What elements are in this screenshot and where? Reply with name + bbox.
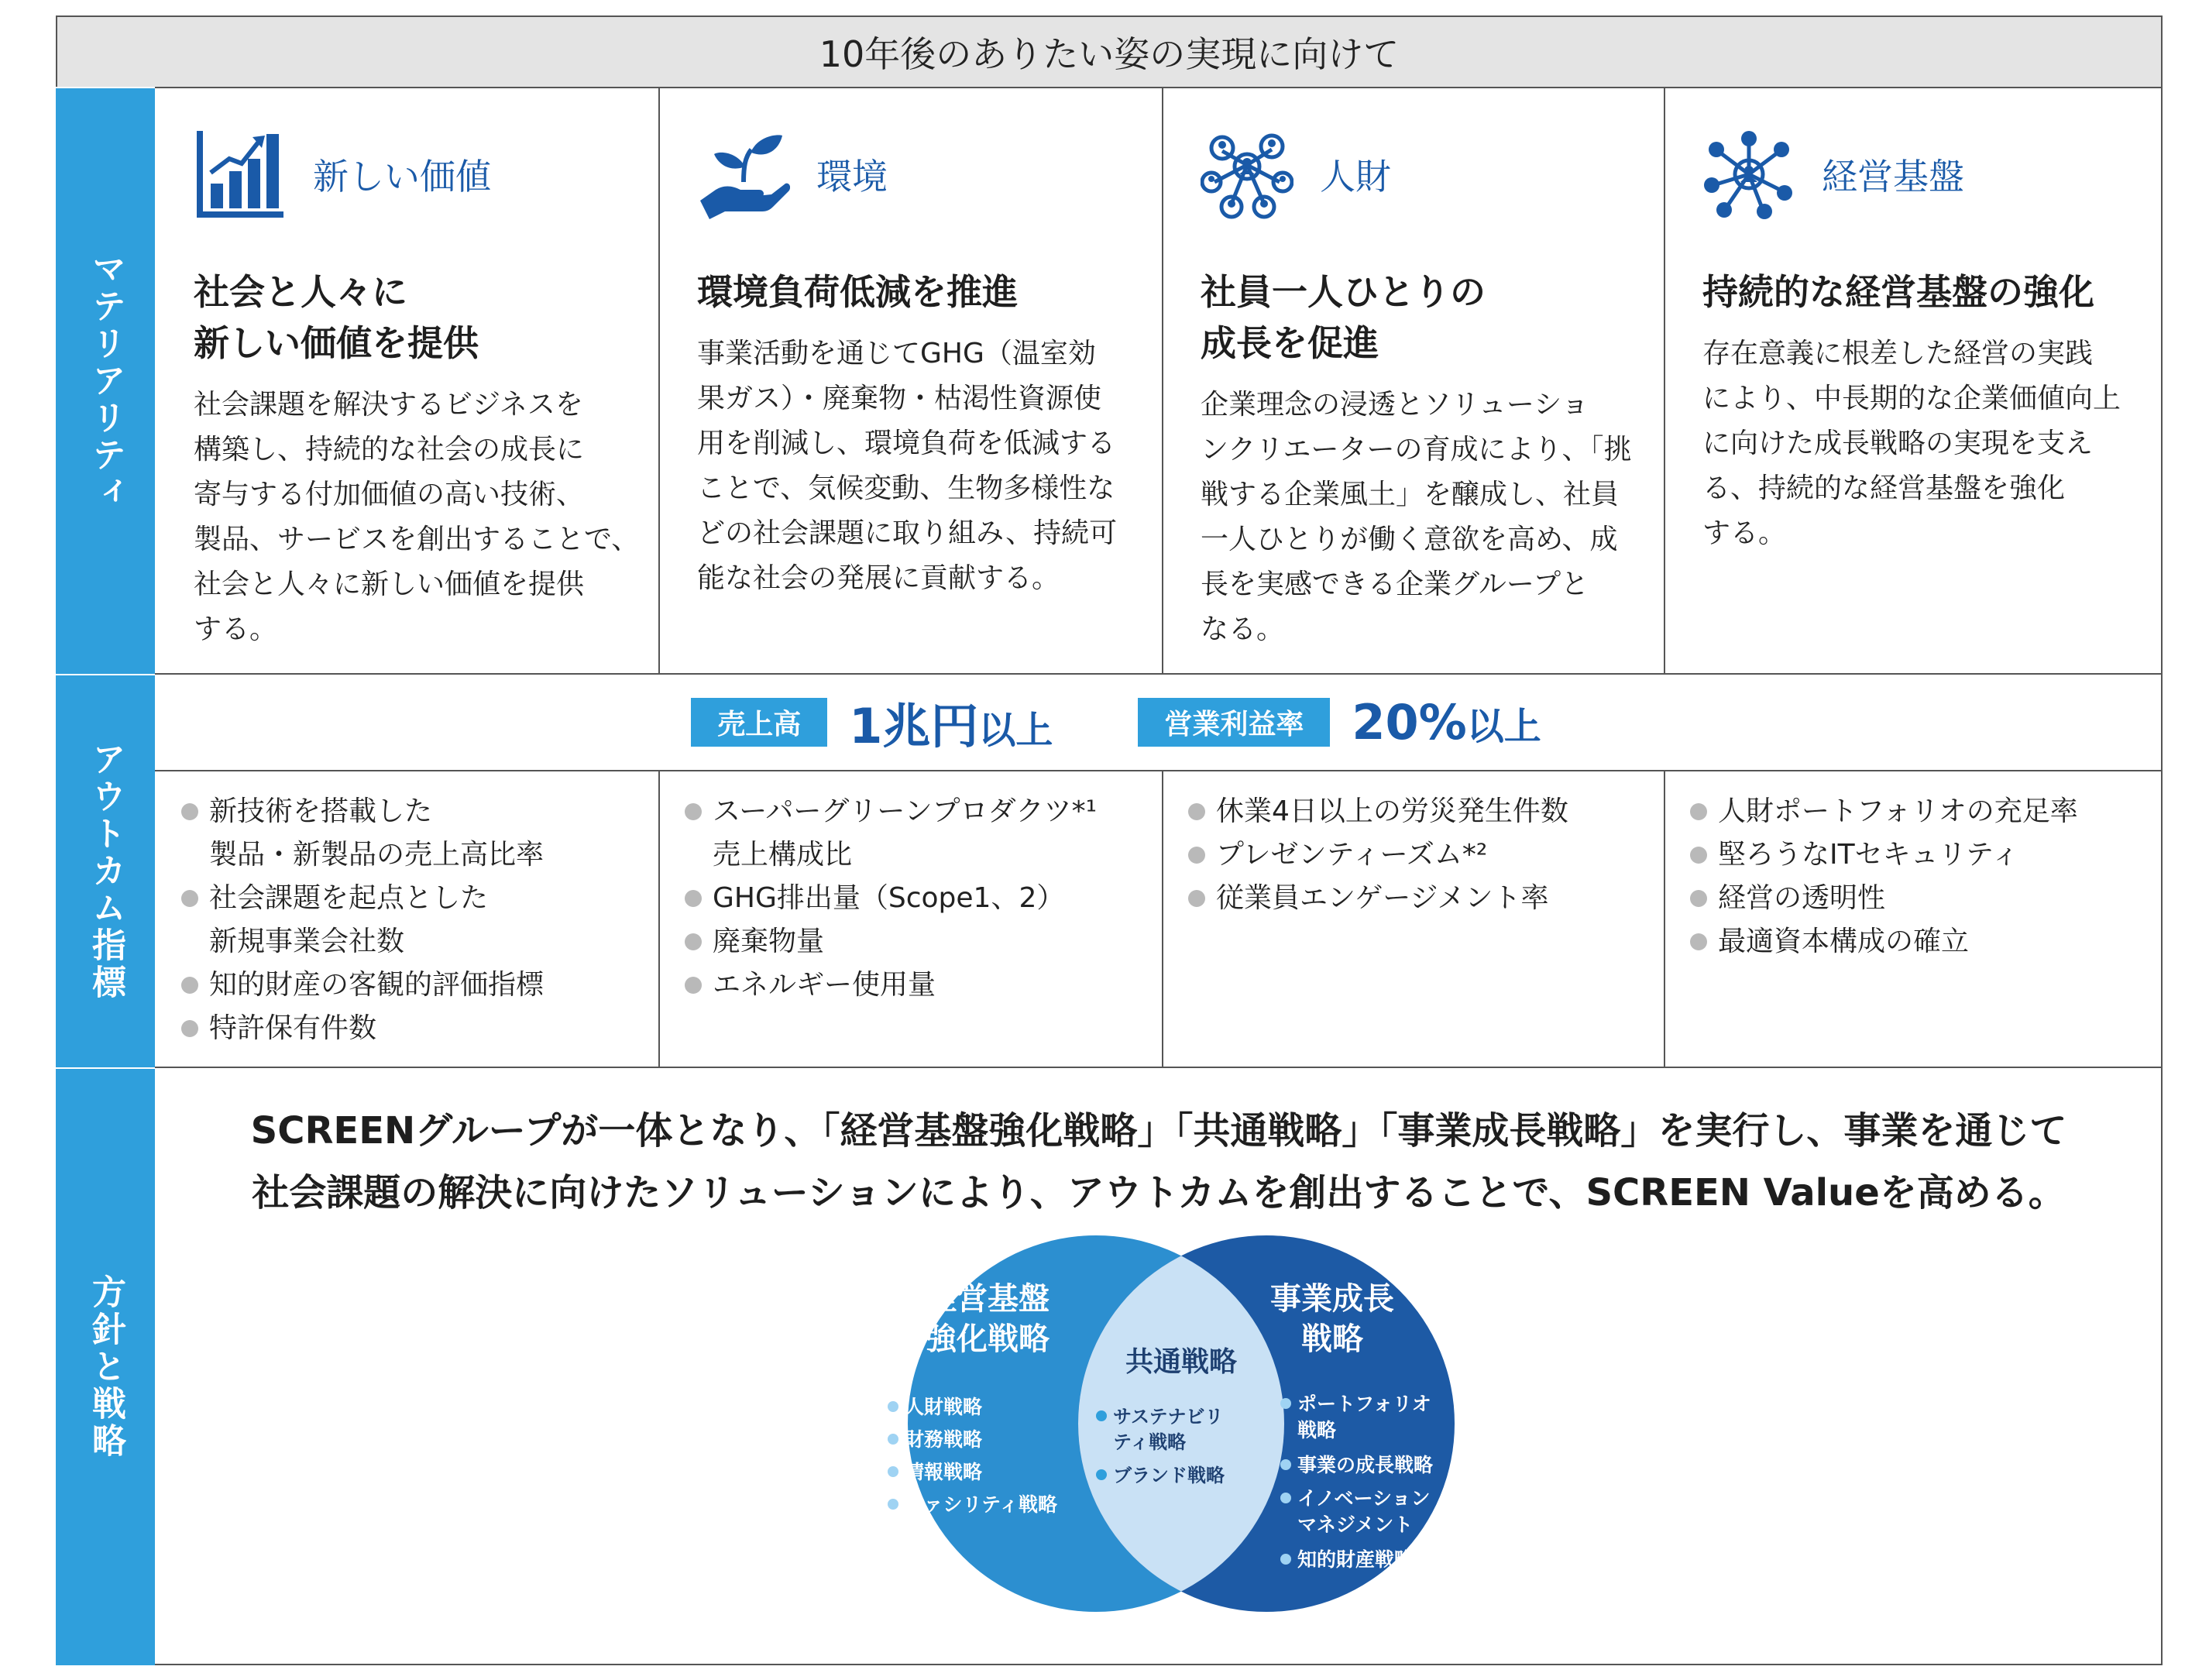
column-divider — [1664, 771, 1665, 1067]
side-label-materiality: マテリアリティ — [56, 87, 155, 674]
pillar-title: 持続的な経営基盤の強化 — [1702, 271, 2094, 313]
kpi-value-operating-margin: 20%以上 — [1352, 694, 1541, 751]
indicator-item — [1184, 790, 1656, 833]
column-divider — [1162, 771, 1163, 1067]
kpi-band — [155, 674, 2163, 771]
indicator-text: プレゼンティーズム*² — [1216, 839, 1488, 871]
indicator-item — [177, 1007, 649, 1050]
indicator-item — [680, 790, 1153, 877]
indicator-text: 廃棄物量 — [713, 926, 825, 957]
venn-right-item: 戦略 — [1297, 1419, 1337, 1441]
indicator-text: 最適資本構成の確立 — [1718, 926, 1970, 957]
people-network-icon — [1201, 128, 1293, 221]
venn-left-item: ファシリティ戦略 — [905, 1493, 1058, 1516]
venn-right-item: イノベーション — [1297, 1487, 1431, 1510]
venn-left-item: 人財戦略 — [905, 1396, 983, 1418]
pillar-management-foundation — [1702, 124, 2152, 556]
pillar-title: 社員一人ひとりの 成長を促進 — [1201, 271, 1486, 364]
pillar-human-resources — [1201, 124, 1650, 652]
indicator-item — [177, 877, 649, 964]
venn-left-item: 情報戦略 — [905, 1461, 983, 1483]
pillar-title: 環境負荷低減を推進 — [697, 271, 1018, 313]
indicator-text: GHG排出量（Scope1、2） — [713, 882, 1065, 914]
pillar-name: 人財 — [1320, 156, 1391, 198]
indicator-text: 新規事業会社数 — [209, 926, 405, 957]
indicator-text: エネルギー使用量 — [713, 969, 936, 1001]
indicator-item — [680, 964, 1153, 1007]
pillar-title: 社会と人々に 新しい価値を提供 — [194, 271, 479, 364]
kpi-label-operating-margin: 営業利益率 — [1138, 698, 1330, 747]
bar-chart-growth-icon — [194, 128, 287, 221]
indicator-item — [680, 877, 1153, 920]
indicator-item — [177, 790, 649, 877]
venn-center-item: サステナビリ — [1113, 1406, 1224, 1427]
indicator-text: 経営の透明性 — [1718, 882, 1886, 914]
kpi-value-sales: 1兆円以上 — [849, 698, 1053, 754]
pillar-new-value — [194, 124, 643, 652]
pillar-description: 事業活動を通じてGHG（温室効 果ガス）・廃棄物・枯渇性資源使 用を削減し、環境負荷を低減する ことで、気候変動、生物多様性な どの社会課題に取り組み、持続可 能な社会の発展に貢献する。 — [697, 338, 1118, 594]
indicator-text: 特許保有件数 — [209, 1012, 377, 1044]
strategy-venn-diagram — [821, 1216, 1518, 1650]
indicator-item — [1685, 833, 2150, 877]
indicator-item — [680, 920, 1153, 964]
pillar-name: 経営基盤 — [1822, 156, 1964, 198]
venn-right-item: 知的財産戦略 — [1297, 1548, 1414, 1571]
indicator-list-human-resources — [1184, 790, 1656, 920]
side-label-outcome: アウトカム指標 — [56, 674, 155, 1067]
column-divider — [1664, 87, 1665, 674]
pillar-description: 社会課題を解決するビジネスを 構築し、持続的な社会の成長に 寄与する付加価値の高い技術、 製品、サービスを創出することで、 社会と人々に新しい価値を提供 する。 — [194, 389, 640, 645]
venn-left-title: 経営基盤 — [926, 1281, 1050, 1317]
column-divider — [658, 771, 660, 1067]
indicator-text: 堅ろうなITセキュリティ — [1718, 839, 2020, 871]
pillar-environment — [697, 124, 1146, 601]
pillar-description: 企業理念の浸透とソリューショ ンクリエーターの育成により、「挑 戦する企業風土」を醸成し、社員 一人ひとりが働く意欲を高め、成 長を実感できる企業グループと なる。 — [1201, 389, 1632, 645]
indicator-text: 新技術を搭載した — [209, 795, 433, 827]
indicator-text: 従業員エンゲージメント率 — [1216, 882, 1549, 914]
indicator-list-environment — [680, 790, 1153, 1007]
indicator-text: 売上構成比 — [713, 839, 853, 871]
strategy-statement: SCREENグループが一体となり、「経営基盤強化戦略」「共通戦略」「事業成長戦略」を実行し、事業を通じて 社会課題の解決に向けたソリューションにより、アウトカムを創出することで、SCREEN Valueを高める。 — [250, 1109, 2067, 1214]
venn-right-title: 戦略 — [1301, 1321, 1363, 1357]
indicator-text: 人財ポートフォリオの充足率 — [1718, 795, 2078, 827]
venn-center-item: ブランド戦略 — [1113, 1465, 1225, 1486]
venn-right-item: ポートフォリオ — [1297, 1393, 1431, 1415]
indicator-text: 社会課題を起点とした — [209, 882, 489, 914]
indicator-item — [1685, 790, 2150, 833]
indicator-item — [1685, 877, 2150, 920]
venn-right-item: マネジメント — [1297, 1513, 1414, 1536]
kpi-label-sales: 売上高 — [691, 698, 827, 747]
pillar-description: 存在意義に根差した経営の実践 により、中長期的な企業価値向上 に向けた成長戦略の実現を支え る、持続的な経営基盤を強化 する。 — [1702, 338, 2121, 549]
pillar-name: 環境 — [816, 156, 888, 198]
indicator-item — [1685, 920, 2150, 964]
indicator-text: 休業4日以上の労災発生件数 — [1216, 795, 1568, 827]
venn-right-title: 事業成長 — [1270, 1281, 1394, 1317]
pillar-name: 新しい価値 — [313, 156, 491, 198]
indicator-item — [1184, 833, 1656, 877]
venn-right-item: 事業の成長戦略 — [1297, 1454, 1434, 1476]
venn-center-item: ティ戦略 — [1113, 1431, 1187, 1453]
column-divider — [1162, 87, 1163, 674]
indicator-list-management-foundation — [1685, 790, 2150, 964]
row-divider — [155, 1067, 2163, 1068]
indicator-text: 知的財産の客観的評価指標 — [209, 969, 545, 1001]
indicator-item — [177, 964, 649, 1007]
indicator-text: スーパーグリーンプロダクツ*¹ — [713, 795, 1098, 827]
venn-left-title: 強化戦略 — [926, 1321, 1050, 1357]
venn-center-title: 共通戦略 — [1125, 1346, 1238, 1378]
indicator-item — [1184, 877, 1656, 920]
column-divider — [658, 87, 660, 674]
indicator-text: 製品・新製品の売上高比率 — [209, 839, 545, 871]
management-hub-icon — [1702, 128, 1795, 221]
indicator-list-new-value — [177, 790, 649, 1050]
venn-left-item: 財務戦略 — [905, 1428, 983, 1451]
side-label-policy: 方針と戦略 — [56, 1067, 155, 1665]
hand-sprout-icon — [697, 128, 790, 221]
page-title: 10年後のありたい姿の実現に向けて — [56, 15, 2163, 88]
